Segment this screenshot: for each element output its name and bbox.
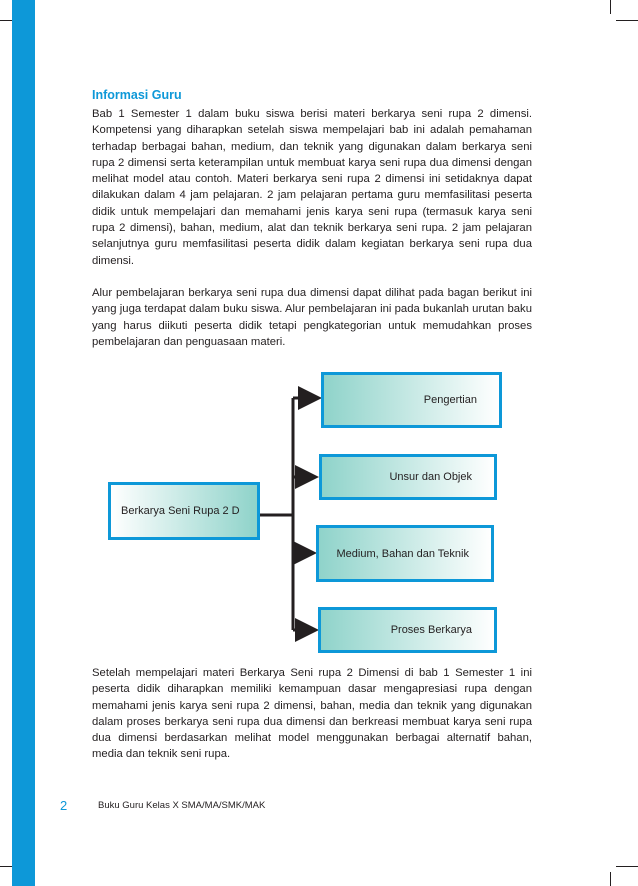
- page-number: 2: [60, 798, 68, 813]
- branch-box-medium: [316, 525, 494, 582]
- branch-box-unsur: [319, 454, 497, 500]
- intro-paragraph: Bab 1 Semester 1 dalam buku siswa berisi materi berkarya seni rupa 2 dimensi. Kompetensi yang diharapkan setelah siswa mempelajari bab ini adalah pemahaman terhadap berbagai bahan, medium, dan teknik yang digunakan dalam berkarya seni rupa 2 dimensi serta keterampilan untuk membuat karya seni rupa dua dimensi dengan melihat model atau contoh. Materi berkarya seni rupa 2 dimensi ini setidaknya dapat dilakukan dalam 4 jam pelajaran. 2 jam pelajaran pertama guru memfasilitasi peserta didik untuk mempelajari dan memahami jenis karya seni rupa (termasuk karya seni rupa 2 dimensi), bahan, medium, alat dan teknik berkarya seni rupa. 2 jam pelajaran selanjutnya guru memfasilitasi peserta didik dalam kegiatan berkarya seni rupa dua dimensi.: [92, 108, 532, 267]
- branch-label: Proses Berkarya: [390, 624, 472, 636]
- branch-label: Unsur dan Objek: [389, 471, 472, 483]
- branch-box-proses: [318, 607, 497, 653]
- branch-box-pengertian: [321, 372, 502, 428]
- branch-label: Medium, Bahan dan Teknik: [336, 547, 469, 560]
- book-title-footer: Buku Guru Kelas X SMA/MA/SMK/MAK: [98, 800, 266, 811]
- flow-paragraph: Alur pembelajaran berkarya seni rupa dua dimensi dapat dilihat pada bagan berikut ini yang juga terdapat dalam buku siswa. Alur pembelajaran ini pada bukanlah urutan baku yang harus diikuti peserta didik tetapi pengkategorian untuk memudahkan proses pembelajaran dan penguasaan materi.: [92, 287, 532, 348]
- closing-paragraph: Setelah mempelajari materi Berkarya Seni rupa 2 Dimensi di bab 1 Semester 1 ini peserta didik diharapkan memiliki kemampuan dasar mengapresiasi rupa dengan memahami jenis karya seni rupa 2 dimensi, bahan, media dan teknik yang digunakan dalam proses berkarya seni rupa dua dimensi dan berkreasi membuat karya seni rupa dua dimensi berdasarkan melihat model menggunakan berbagai alternatif bahan, media dan teknik seni rupa.: [92, 667, 532, 761]
- branch-label: Pengertian: [423, 394, 477, 406]
- root-label: Berkarya Seni Rupa 2 D: [121, 505, 240, 517]
- root-box: [108, 482, 260, 540]
- section-heading: Informasi Guru: [92, 88, 182, 102]
